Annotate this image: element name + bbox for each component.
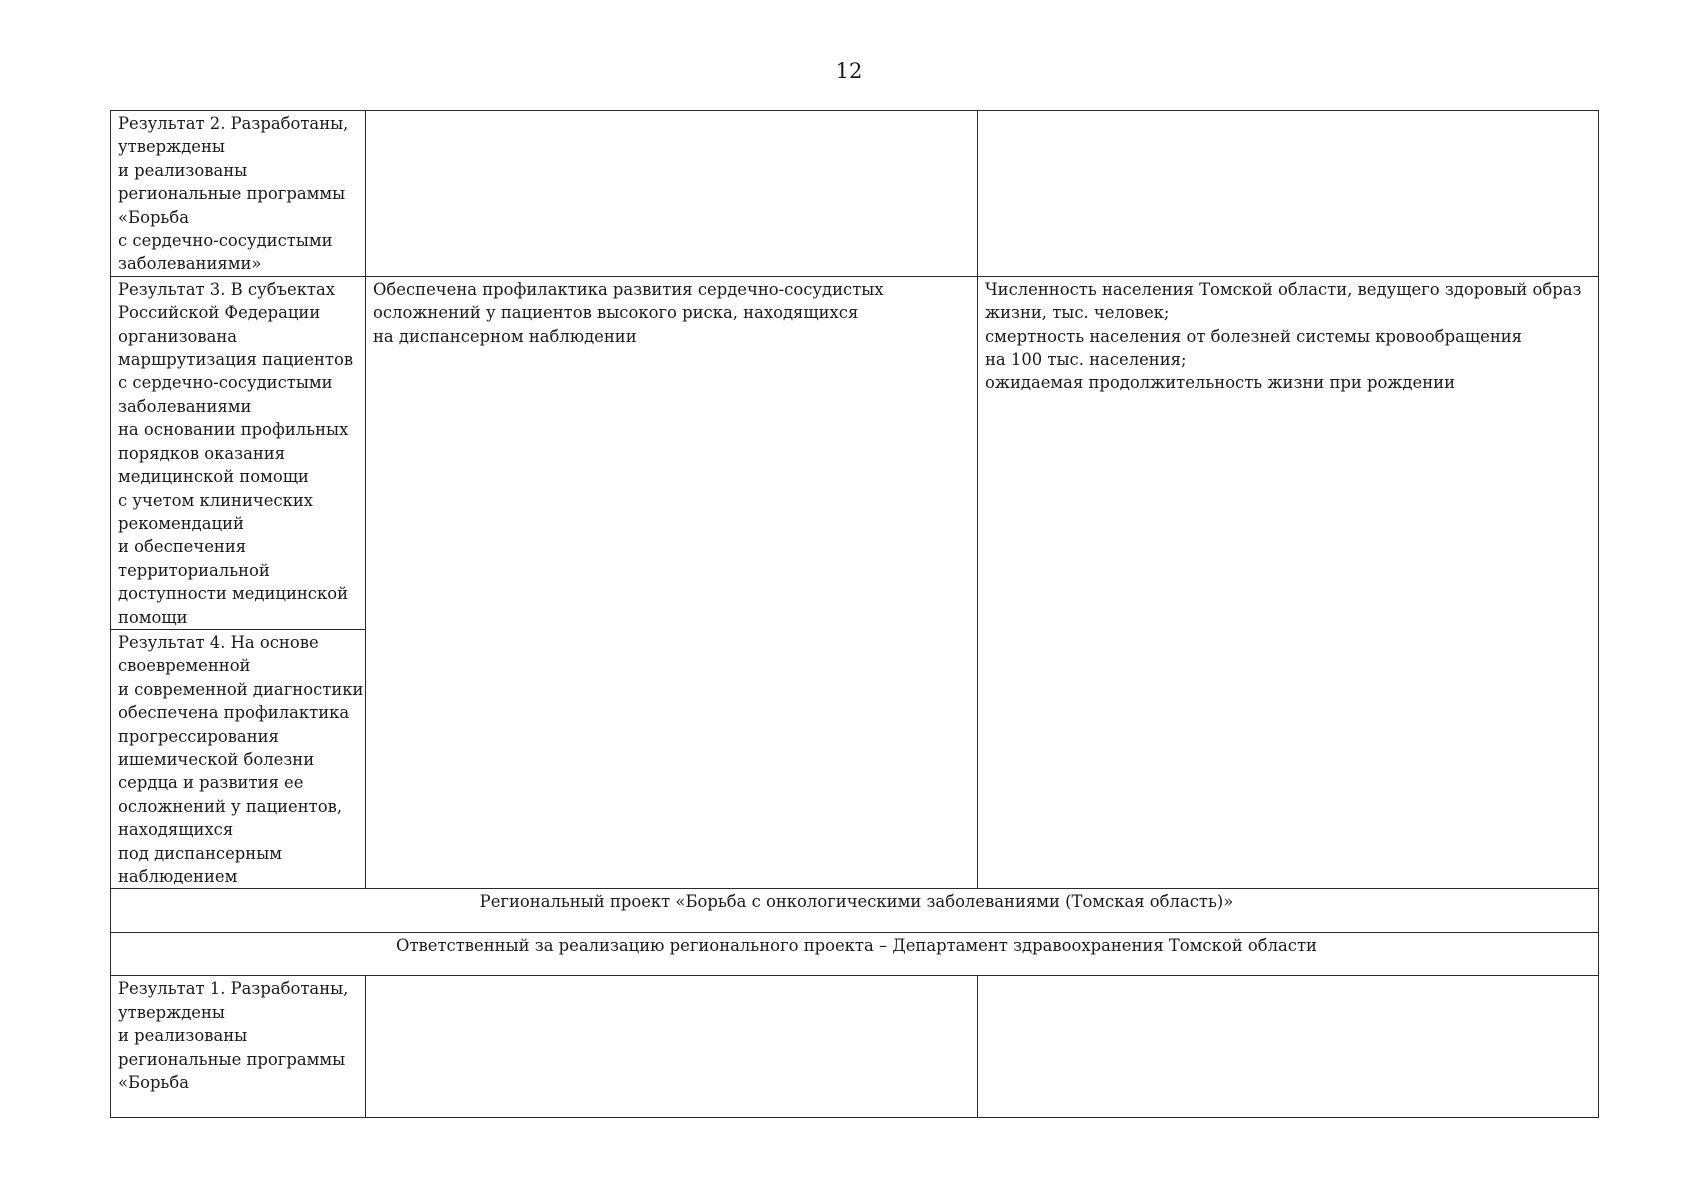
indicator-line: смертность населения от болезней системы кровообращения	[985, 326, 1523, 346]
indicator-cell	[978, 276, 1599, 889]
onco-result-1-line: и реализованы	[118, 1026, 248, 1046]
result-2-line: Результат 2. Разработаны,	[118, 114, 349, 133]
result-3-line: организована	[118, 326, 238, 346]
responsible-text: Ответственный за реализацию регионального проекта – Департамент здравоохранения Томской области	[396, 936, 1317, 956]
result-2-line: заболеваниями»	[118, 254, 262, 274]
result-3-line: территориальной	[118, 560, 270, 580]
table-row	[111, 889, 1599, 933]
result-3-line: с сердечно-сосудистыми	[118, 373, 333, 393]
result-4-line: своевременной	[118, 656, 251, 676]
indicator-line: на 100 тыс. населения;	[985, 350, 1187, 370]
result-4-line: под диспансерным	[118, 843, 283, 863]
task-cell-empty	[366, 111, 978, 277]
project-title: Региональный проект «Борьба с онкологическими заболеваниями (Томская область)»	[479, 892, 1234, 912]
indicator-line: жизни, тыс. человек;	[985, 303, 1170, 323]
result-3-line: заболеваниями	[118, 396, 252, 416]
indicator-cell-empty	[978, 111, 1599, 277]
result-3-line: Результат 3. В субъектах	[118, 279, 336, 299]
onco-result-1-line: утверждены	[118, 1002, 225, 1022]
page-number: 12	[835, 59, 863, 83]
result-2-line: «Борьба	[118, 207, 189, 227]
task-cell-empty	[366, 976, 978, 1118]
result-4-line: находящихся	[118, 820, 234, 840]
result-2-line: и реализованы	[118, 160, 248, 180]
result-2-line: утверждены	[118, 137, 225, 157]
result-3-cell	[111, 276, 366, 629]
result-3-line: на основании профильных	[118, 420, 349, 440]
result-4-line: наблюдением	[118, 867, 238, 886]
result-3-line: доступности медицинской	[118, 584, 349, 604]
task-line: осложнений у пациентов высокого риска, находящихся	[373, 303, 859, 323]
result-3-line: маршрутизация пациентов	[118, 350, 354, 370]
result-4-line: прогрессирования	[118, 726, 279, 746]
result-4-line: осложнений у пациентов,	[118, 796, 343, 816]
project-title-cell	[111, 889, 1599, 933]
result-2-line: региональные программы	[118, 184, 346, 204]
task-line: Обеспечена профилактика развития сердечно-сосудистых	[373, 279, 884, 299]
onco-result-1-line: «Борьба	[118, 1073, 189, 1093]
table-row	[111, 276, 1599, 629]
result-3-line: и обеспечения	[118, 537, 247, 557]
table-row	[111, 111, 1599, 277]
onco-result-1-line: Результат 1. Разработаны,	[118, 979, 349, 999]
result-4-line: ишемической болезни	[118, 749, 315, 769]
result-4-cell	[111, 629, 366, 888]
result-4-line: Результат 4. На основе	[118, 632, 319, 652]
onco-result-1-cell	[111, 976, 366, 1118]
result-3-line: медицинской помощи	[118, 467, 309, 487]
onco-result-1-line: региональные программы	[118, 1049, 346, 1069]
indicator-cell-empty	[978, 976, 1599, 1118]
result-2-cell	[111, 111, 366, 277]
indicator-line: ожидаемая продолжительность жизни при рождении	[985, 373, 1455, 393]
responsible-cell	[111, 933, 1599, 976]
result-3-line: помощи	[118, 607, 188, 627]
result-4-line: сердца и развития ее	[118, 773, 304, 793]
task-line: на диспансерном наблюдении	[373, 326, 637, 346]
result-4-line: обеспечена профилактика	[118, 703, 350, 723]
result-3-line: порядков оказания	[118, 443, 286, 463]
result-4-line: и современной диагностики	[118, 679, 364, 699]
table-row	[111, 933, 1599, 976]
results-table	[110, 110, 1599, 1118]
indicator-line: Численность населения Томской области, ведущего здоровый образ	[985, 279, 1582, 299]
table-row	[111, 976, 1599, 1118]
result-3-line: Российской Федерации	[118, 303, 321, 323]
result-3-line: рекомендаций	[118, 513, 244, 533]
result-2-line: с сердечно-сосудистыми	[118, 231, 333, 251]
task-cell	[366, 276, 978, 889]
result-3-line: с учетом клинических	[118, 490, 314, 510]
